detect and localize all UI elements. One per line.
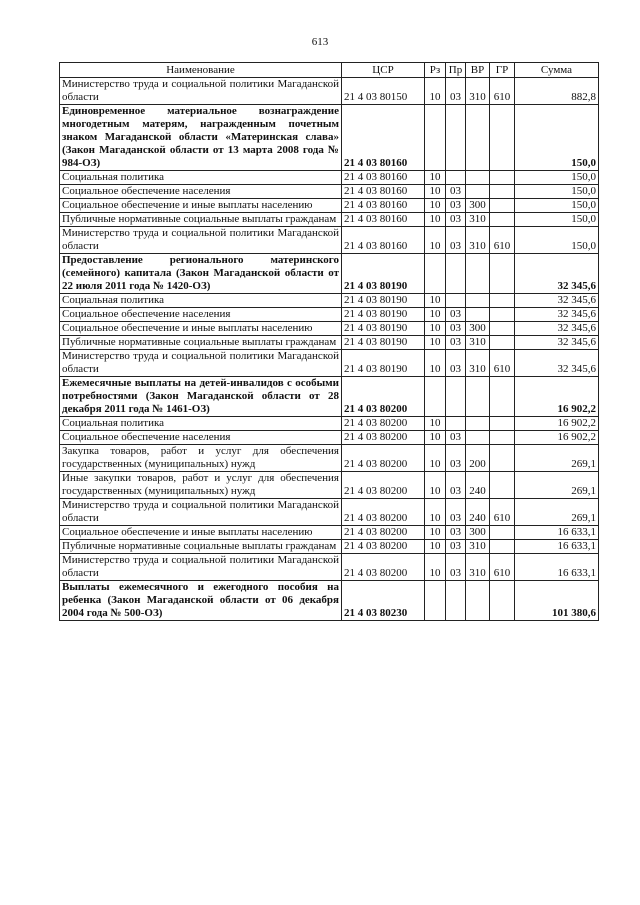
- row-name-cell: Министерство труда и социальной политики Магаданской области: [60, 78, 342, 105]
- row-pr-cell: 03: [446, 350, 466, 377]
- row-pr-cell: 03: [446, 308, 466, 322]
- row-sum-cell: 269,1: [515, 445, 599, 472]
- row-gr-cell: 610: [490, 350, 515, 377]
- row-csr-cell: 21 4 03 80200: [342, 499, 425, 526]
- row-rz-cell: 10: [425, 185, 446, 199]
- row-pr-cell: [446, 105, 466, 171]
- row-vr-cell: [466, 105, 490, 171]
- row-vr-cell: 240: [466, 472, 490, 499]
- row-pr-cell: 03: [446, 78, 466, 105]
- table-row: [60, 227, 599, 254]
- row-pr-cell: 03: [446, 499, 466, 526]
- row-rz-cell: 10: [425, 336, 446, 350]
- row-rz-cell: 10: [425, 472, 446, 499]
- row-rz-cell: 10: [425, 213, 446, 227]
- row-name-cell: Министерство труда и социальной политики Магаданской области: [60, 227, 342, 254]
- row-vr-cell: [466, 294, 490, 308]
- row-gr-cell: [490, 322, 515, 336]
- row-vr-cell: [466, 417, 490, 431]
- row-rz-cell: 10: [425, 526, 446, 540]
- row-csr-cell: 21 4 03 80200: [342, 417, 425, 431]
- row-gr-cell: [490, 377, 515, 417]
- row-vr-cell: 310: [466, 78, 490, 105]
- row-gr-cell: [490, 254, 515, 294]
- row-name-cell: Закупка товаров, работ и услуг для обеспечения государственных (муниципальных) нужд: [60, 445, 342, 472]
- row-csr-cell: 21 4 03 80200: [342, 554, 425, 581]
- row-pr-cell: 03: [446, 322, 466, 336]
- row-rz-cell: 10: [425, 171, 446, 185]
- row-gr-cell: 610: [490, 499, 515, 526]
- row-rz-cell: [425, 105, 446, 171]
- row-sum-cell: 150,0: [515, 105, 599, 171]
- row-sum-cell: 16 902,2: [515, 431, 599, 445]
- table-row: [60, 499, 599, 526]
- row-vr-cell: 310: [466, 227, 490, 254]
- row-pr-cell: [446, 294, 466, 308]
- row-pr-cell: [446, 171, 466, 185]
- table-row: [60, 294, 599, 308]
- row-sum-cell: 269,1: [515, 499, 599, 526]
- row-sum-cell: 32 345,6: [515, 254, 599, 294]
- row-sum-cell: 32 345,6: [515, 308, 599, 322]
- row-vr-cell: 310: [466, 350, 490, 377]
- row-name-cell: Социальное обеспечение и иные выплаты населению: [60, 322, 342, 336]
- table-row: [60, 336, 599, 350]
- row-csr-cell: 21 4 03 80160: [342, 105, 425, 171]
- row-vr-cell: 310: [466, 336, 490, 350]
- row-rz-cell: [425, 581, 446, 621]
- row-pr-cell: 03: [446, 336, 466, 350]
- row-vr-cell: 300: [466, 526, 490, 540]
- header-csr: ЦСР: [342, 63, 425, 78]
- row-name-cell: Социальное обеспечение населения: [60, 431, 342, 445]
- row-pr-cell: 03: [446, 199, 466, 213]
- row-rz-cell: [425, 377, 446, 417]
- row-name-cell: Социальная политика: [60, 417, 342, 431]
- row-name-cell: Иные закупки товаров, работ и услуг для обеспечения государственных (муниципальных) нужд: [60, 472, 342, 499]
- table-row: [60, 472, 599, 499]
- row-name-cell: Министерство труда и социальной политики Магаданской области: [60, 350, 342, 377]
- header-pr: Пр: [446, 63, 466, 78]
- row-gr-cell: [490, 213, 515, 227]
- row-sum-cell: 16 902,2: [515, 417, 599, 431]
- row-csr-cell: 21 4 03 80160: [342, 213, 425, 227]
- row-name-cell: Социальная политика: [60, 294, 342, 308]
- row-gr-cell: [490, 445, 515, 472]
- row-csr-cell: 21 4 03 80160: [342, 199, 425, 213]
- header-rz: Рз: [425, 63, 446, 78]
- row-csr-cell: 21 4 03 80230: [342, 581, 425, 621]
- table-header-row: [60, 63, 599, 78]
- row-name-cell: Социальное обеспечение и иные выплаты населению: [60, 526, 342, 540]
- table-row: [60, 526, 599, 540]
- row-rz-cell: 10: [425, 431, 446, 445]
- row-vr-cell: [466, 581, 490, 621]
- table-row: [60, 78, 599, 105]
- row-sum-cell: 882,8: [515, 78, 599, 105]
- row-vr-cell: [466, 431, 490, 445]
- row-csr-cell: 21 4 03 80190: [342, 350, 425, 377]
- row-csr-cell: 21 4 03 80200: [342, 540, 425, 554]
- row-gr-cell: [490, 308, 515, 322]
- row-name-cell: Предоставление регионального материнского (семейного) капитала (Закон Магаданской области от 22 июля 2011 года № 1420-ОЗ): [60, 254, 342, 294]
- table-row: [60, 254, 599, 294]
- row-rz-cell: 10: [425, 227, 446, 254]
- table-row: [60, 322, 599, 336]
- row-csr-cell: 21 4 03 80200: [342, 431, 425, 445]
- budget-table: [59, 62, 599, 621]
- row-sum-cell: 150,0: [515, 185, 599, 199]
- row-rz-cell: 10: [425, 199, 446, 213]
- row-gr-cell: [490, 171, 515, 185]
- page-number: 613: [311, 36, 329, 48]
- row-gr-cell: [490, 336, 515, 350]
- row-vr-cell: [466, 308, 490, 322]
- row-csr-cell: 21 4 03 80200: [342, 526, 425, 540]
- row-name-cell: Ежемесячные выплаты на детей-инвалидов с особыми потребностями (Закон Магаданской области от 28 декабря 2011 года № 1461-ОЗ): [60, 377, 342, 417]
- row-rz-cell: 10: [425, 417, 446, 431]
- row-csr-cell: 21 4 03 80190: [342, 336, 425, 350]
- row-csr-cell: 21 4 03 80190: [342, 322, 425, 336]
- row-gr-cell: 610: [490, 554, 515, 581]
- row-csr-cell: 21 4 03 80200: [342, 377, 425, 417]
- row-sum-cell: 150,0: [515, 199, 599, 213]
- table-row: [60, 581, 599, 621]
- row-csr-cell: 21 4 03 80150: [342, 78, 425, 105]
- row-vr-cell: [466, 185, 490, 199]
- row-rz-cell: 10: [425, 78, 446, 105]
- row-gr-cell: [490, 431, 515, 445]
- row-gr-cell: [490, 540, 515, 554]
- row-gr-cell: 610: [490, 78, 515, 105]
- row-vr-cell: 200: [466, 445, 490, 472]
- row-rz-cell: 10: [425, 540, 446, 554]
- table-row: [60, 171, 599, 185]
- table-row: [60, 554, 599, 581]
- row-csr-cell: 21 4 03 80160: [342, 227, 425, 254]
- row-rz-cell: 10: [425, 322, 446, 336]
- row-rz-cell: 10: [425, 294, 446, 308]
- row-gr-cell: [490, 417, 515, 431]
- table-row: [60, 185, 599, 199]
- row-gr-cell: [490, 294, 515, 308]
- row-sum-cell: 32 345,6: [515, 294, 599, 308]
- row-rz-cell: 10: [425, 445, 446, 472]
- row-csr-cell: 21 4 03 80190: [342, 294, 425, 308]
- row-gr-cell: [490, 105, 515, 171]
- row-name-cell: Социальное обеспечение населения: [60, 308, 342, 322]
- row-name-cell: Социальная политика: [60, 171, 342, 185]
- row-csr-cell: 21 4 03 80200: [342, 472, 425, 499]
- row-sum-cell: 150,0: [515, 171, 599, 185]
- row-sum-cell: 16 633,1: [515, 526, 599, 540]
- row-sum-cell: 101 380,6: [515, 581, 599, 621]
- row-rz-cell: [425, 254, 446, 294]
- row-vr-cell: 240: [466, 499, 490, 526]
- row-vr-cell: 300: [466, 199, 490, 213]
- row-vr-cell: 310: [466, 213, 490, 227]
- row-name-cell: Выплаты ежемесячного и ежегодного пособия на ребенка (Закон Магаданской области от 06 декабря 2004 года № 500-ОЗ): [60, 581, 342, 621]
- row-sum-cell: 16 902,2: [515, 377, 599, 417]
- row-csr-cell: 21 4 03 80160: [342, 171, 425, 185]
- row-pr-cell: 03: [446, 540, 466, 554]
- row-sum-cell: 150,0: [515, 213, 599, 227]
- table-row: [60, 308, 599, 322]
- row-sum-cell: 269,1: [515, 472, 599, 499]
- row-name-cell: Единовременное материальное вознаграждение многодетным матерям, награжденным почетным знаком Магаданской области «Материнская слава» (Закон Магаданской области от 13 марта 2008 года № 984-ОЗ): [60, 105, 342, 171]
- row-rz-cell: 10: [425, 499, 446, 526]
- row-vr-cell: 310: [466, 540, 490, 554]
- table-row: [60, 105, 599, 171]
- table-row: [60, 350, 599, 377]
- row-pr-cell: 03: [446, 445, 466, 472]
- header-vr: ВР: [466, 63, 490, 78]
- row-pr-cell: 03: [446, 185, 466, 199]
- row-pr-cell: 03: [446, 227, 466, 254]
- table-row: [60, 377, 599, 417]
- row-pr-cell: 03: [446, 431, 466, 445]
- row-pr-cell: [446, 417, 466, 431]
- row-name-cell: Социальное обеспечение населения: [60, 185, 342, 199]
- row-pr-cell: [446, 377, 466, 417]
- row-sum-cell: 32 345,6: [515, 322, 599, 336]
- row-sum-cell: 16 633,1: [515, 540, 599, 554]
- row-rz-cell: 10: [425, 350, 446, 377]
- row-pr-cell: [446, 581, 466, 621]
- row-vr-cell: [466, 254, 490, 294]
- row-csr-cell: 21 4 03 80190: [342, 308, 425, 322]
- row-gr-cell: [490, 185, 515, 199]
- row-rz-cell: 10: [425, 554, 446, 581]
- row-csr-cell: 21 4 03 80190: [342, 254, 425, 294]
- row-sum-cell: 16 633,1: [515, 554, 599, 581]
- row-vr-cell: 300: [466, 322, 490, 336]
- row-gr-cell: [490, 581, 515, 621]
- header-name: Наименование: [60, 63, 342, 78]
- row-vr-cell: [466, 171, 490, 185]
- row-name-cell: Публичные нормативные социальные выплаты гражданам: [60, 213, 342, 227]
- row-pr-cell: [446, 254, 466, 294]
- row-sum-cell: 150,0: [515, 227, 599, 254]
- table-row: [60, 445, 599, 472]
- row-vr-cell: [466, 377, 490, 417]
- row-rz-cell: 10: [425, 308, 446, 322]
- row-csr-cell: 21 4 03 80160: [342, 185, 425, 199]
- table-row: [60, 431, 599, 445]
- row-csr-cell: 21 4 03 80200: [342, 445, 425, 472]
- row-gr-cell: [490, 199, 515, 213]
- row-vr-cell: 310: [466, 554, 490, 581]
- header-gr: ГР: [490, 63, 515, 78]
- row-pr-cell: 03: [446, 472, 466, 499]
- row-pr-cell: 03: [446, 213, 466, 227]
- row-sum-cell: 32 345,6: [515, 350, 599, 377]
- row-pr-cell: 03: [446, 554, 466, 581]
- row-name-cell: Министерство труда и социальной политики Магаданской области: [60, 499, 342, 526]
- row-gr-cell: [490, 526, 515, 540]
- row-pr-cell: 03: [446, 526, 466, 540]
- table-row: [60, 540, 599, 554]
- row-name-cell: Министерство труда и социальной политики Магаданской области: [60, 554, 342, 581]
- table-row: [60, 199, 599, 213]
- table-row: [60, 417, 599, 431]
- table-row: [60, 213, 599, 227]
- row-gr-cell: [490, 472, 515, 499]
- row-sum-cell: 32 345,6: [515, 336, 599, 350]
- row-name-cell: Публичные нормативные социальные выплаты гражданам: [60, 336, 342, 350]
- row-gr-cell: 610: [490, 227, 515, 254]
- row-name-cell: Публичные нормативные социальные выплаты гражданам: [60, 540, 342, 554]
- header-sum: Сумма: [515, 63, 599, 78]
- row-name-cell: Социальное обеспечение и иные выплаты населению: [60, 199, 342, 213]
